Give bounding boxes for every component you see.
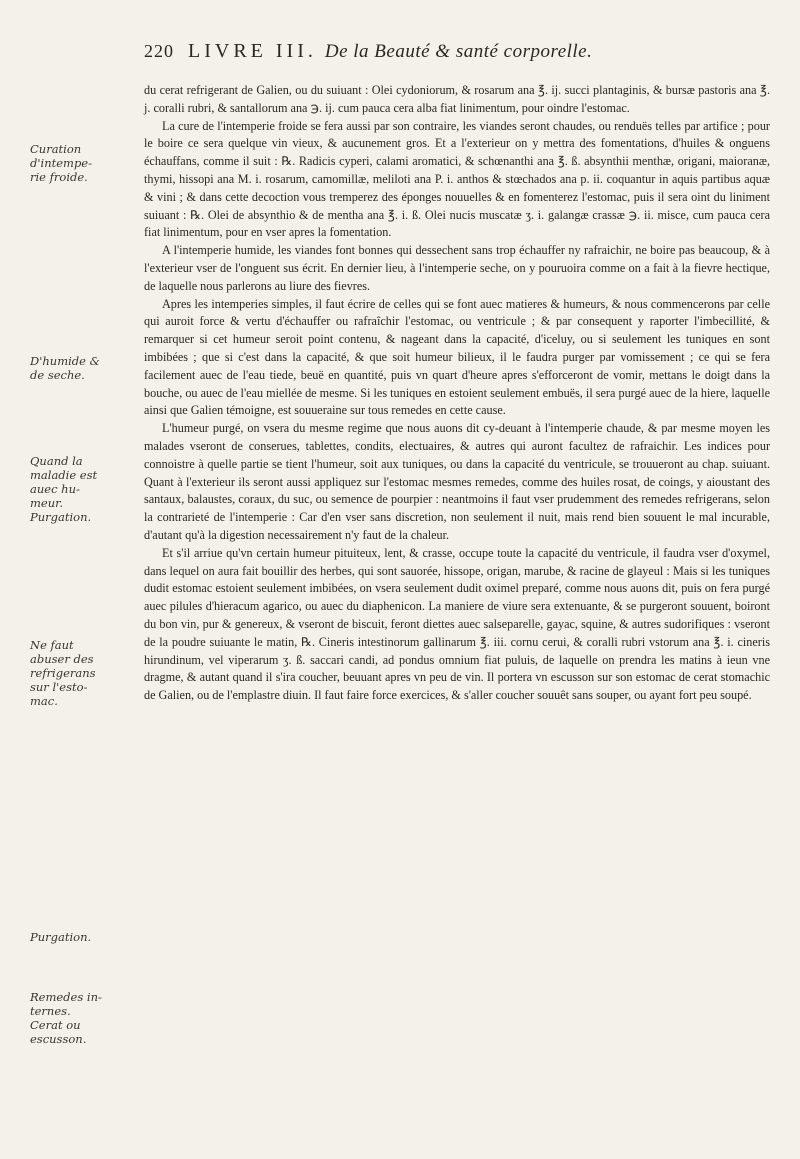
- paragraph: L'humeur purgé, on vsera du mesme regime que nous auons dit cy-deuant à l'intemperie chaude, & par mesme moyen les malades vseront de conserues, tablettes, condits, electuaires, & autres qui auront facultez de rafraichir. Les indices pour connoistre à quelle partie se tient l'humeur, soit aux tuniques, ou dans la capacité du ventricule, se trouueront au chap. suiuant. Quant à l'exterieur ils seront aussi appliquez sur l'estomac mesmes remedes, comme des huiles rosat, de coings, y aioustant des santaux, balaustes, coraux, du suc, ou semence de pourpier : neantmoins il faut vser prudemment des remedes refrigerans, selon la contrarieté de l'intemperie : Car d'en vser sans discretion, non seulement il nuit, mais rend bien souuent le mal incurable, d'autant qu'à la digestion necessairement n'y faut de la chaleur.: [144, 421, 770, 542]
- page-number: 220: [144, 41, 174, 61]
- marginal-note-humide: D'humide & de seche.: [30, 354, 100, 382]
- paragraph: du cerat refrigerant de Galien, ou du suiuant : Olei cydoniorum, & rosarum ana ℥. ij. succi plantaginis, & bursæ pastoris ana ℥. j. coralli rubri, & santallorum ana ℈. ij. cum pauca cera alba fiat linimentum, pour oindre l'estomac.: [144, 83, 770, 115]
- marginal-note-remedes: Remedes in-ternes. Cerat ou escusson.: [30, 990, 102, 1046]
- body-text: [144, 82, 770, 705]
- running-header: [144, 40, 764, 70]
- marginal-note-purgation: Purgation.: [30, 930, 92, 944]
- marginal-note-maladie: Quand la maladie est auec hu-meur. Purgation.: [30, 454, 98, 524]
- paragraph: Et s'il arriue qu'vn certain humeur pituiteux, lent, & crasse, occupe toute la capacité du ventricule, il faudra vser d'oxymel, dans lequel on aura fait bouillir des herbes, qui sont sauorée, hissope, origan, marube, & racine de glayeul : Mais si les tuniques dudit estomac estoient seulement imbibées, on vsera seulement dudit oximel preparé, comme nous auons dit, puis on fera purgé auec pilules d'hieracum agarico, ou auec du diaphenicon. La maniere de viure sera extenuante, & se purgeront souuent, boiront du bon vin, pur & genereux, & vseront de biscuit, feront diettes auec salseparelle, gayac, squine, & autres sudorifiques : vseront de la poudre suiuante le matin, ℞. Cineris intestinorum gallinarum ℥. iii. cornu cerui, & coralli rubri vstorum ana ℥. i. cineris hirundinum, vel viperarum ʒ. ß. saccari candi, ad pondus omnium fiat puluis, de laquelle on prendra les matins à ieun vne dragme, & autant quand il s'ira coucher, beuuant apres vn peu de vin. Il portera vn escusson sur son estomac de cerat stomachic de Galien, ou de l'emplastre diuin. Il faut faire force exercices, & s'aller coucher souuêt sans souper, ou ayant fort peu soupé.: [144, 545, 770, 703]
- running-title: De la Beauté & santé corporelle.: [324, 41, 593, 62]
- book-label: LIVRE III.: [188, 40, 317, 62]
- marginal-note-refrigerans: Ne faut abuser des refrigerans sur l'esto-mac.: [30, 638, 96, 708]
- paragraph: A l'intemperie humide, les viandes font bonnes qui dessechent sans trop échauffer ny rafraichir, ne boire pas beaucoup, & à l'exterieur vser de l'onguent sus écrit. En dernier lieu, à l'intemperie seche, on y pouruoira comme on a fait à la fievre hectique, de laquelle nous parlerons au liure des fievres.: [144, 243, 770, 293]
- paragraph: Apres les intemperies simples, il faut écrire de celles qui se font auec matieres & humeurs, & nous commencerons par celle qui auroit force & vertu d'échauffer ou rafraîchir l'estomac, ou ventricule ; & par consequent y raporter l'imbecillité, & remarquer si cet humeur seroit point contenu, & nageant dans la capacité, d'iceluy, ou si seulement les tuniques en sont imbibées ; que si c'est dans la capacité, & que soit humeur bilieux, il le faudra purger par vomissement ; ce qui se fera facilement auec de l'eau tiede, beuë en quantité, puis vn quart d'heure apres s'efforceront de vomir, mettans le doigt dans la bouche, ou auec de l'eau miellée de mesme. Si les tuniques en estoient seulement embuës, il sera purgé auec de la hiere, laquelle ainsi que Galien témoigne, est souueraine sur tous remedes en cette cause.: [144, 296, 770, 418]
- paragraph: La cure de l'intemperie froide se fera aussi par son contraire, les viandes seront chaudes, ou renduës telles par artifice ; pour le boire ce sera quelque vin vieux, & aucunement gros. Et a l'exterieur on y mettra des fomentations, d'huiles & onguens échauffans, comme il suit : ℞. Radicis cyperi, calami aromatici, & schœnanthi ana ℥. ß. absynthii menthæ, origani, maioranæ, thymi, hissopi ana M. i. rosarum, camomillæ, meliloti ana P. i. anthos & stœchados ana p. ii. coquantur in aquis partibus aquæ & vini ; & dans cette decoction vous tremperez des éponges nouuelles & en fomenterez l'estomac, puis il sera oint du liniment suiuant : ℞. Olei de absynthio & de mentha ana ℥. i. ß. Olei nucis muscatæ ʒ. i. galangæ crassæ ℈. ii. misce, cum pauca cera fiat linimentum, pour en vser apres la fomentation.: [144, 118, 770, 240]
- marginal-note-curation: Curation d'intempe-rie froide.: [30, 142, 92, 184]
